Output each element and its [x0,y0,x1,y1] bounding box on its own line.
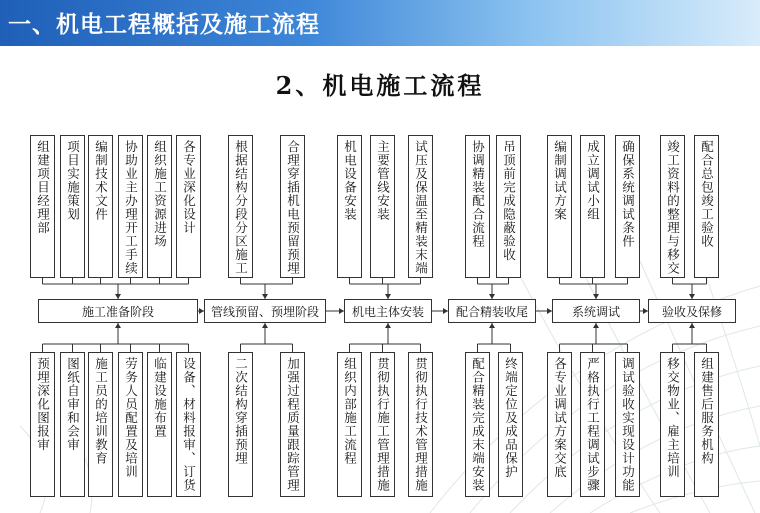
step-box [118,135,143,278]
step-box [88,352,113,497]
step-label: 组建售后服务机构 [699,357,715,465]
step-label: 二次结构穿插预埋 [233,357,249,465]
step-box [60,135,85,278]
step-label: 编制技术文件 [93,140,109,221]
step-label: 预埋深化图报审 [35,357,51,452]
step-box [660,352,685,497]
phase-box: 系统调试 [552,299,640,323]
step-label: 协助业主办理开工手续 [123,140,139,275]
section-title: 一、机电工程概括及施工流程 [8,12,320,38]
step-box [280,135,305,278]
step-box [408,352,433,497]
step-label: 根据结构分段分区施工 [233,140,249,275]
step-label: 吊顶前完成隐蔽验收 [501,140,517,262]
step-label: 移交物业、雇主培训 [665,357,681,479]
step-label: 贯彻执行技术管理措施 [413,357,429,492]
step-box [694,352,719,497]
step-label: 施工员的培训教育 [93,357,109,465]
step-label: 劳务人员配置及培训 [123,357,139,479]
step-label: 组织施工资源进场 [152,140,168,248]
step-label: 项目实施策划 [65,140,81,221]
phase-box: 施工准备阶段 [38,299,198,323]
step-label: 各专业调试方案交底 [552,357,568,479]
step-box [498,352,523,497]
step-box [547,135,572,278]
step-label: 组建项目经理部 [35,140,51,235]
step-box [176,135,201,278]
step-label: 协调精装配合流程 [470,140,486,248]
step-label: 合理穿插机电预留预埋 [285,140,301,275]
step-box [496,135,521,278]
step-box [228,352,253,497]
step-label: 编制调试方案 [552,140,568,221]
step-label: 设备、材料报审、订货 [181,357,197,492]
step-box [88,135,113,278]
step-label: 严格执行工程调试步骤 [585,357,601,492]
step-label: 加强过程质量跟踪管理 [285,357,301,492]
step-box [118,352,143,497]
step-box [547,352,572,497]
step-box [370,135,395,278]
step-label: 试压及保温至精装末端 [413,140,429,275]
step-box [228,135,253,278]
step-label: 竣工资料的整理与移交 [665,140,681,275]
step-box [580,352,605,497]
step-box [694,135,719,278]
step-label: 图纸自审和会审 [65,357,81,452]
step-box [615,135,640,278]
step-label: 临建设施布置 [152,357,168,438]
step-box [30,352,55,497]
step-label: 各专业深化设计 [181,140,197,235]
step-box [370,352,395,497]
step-box [176,352,201,497]
step-label: 确保系统调试条件 [620,140,636,248]
phase-box: 配合精装收尾 [448,299,536,323]
step-box [465,352,490,497]
step-label: 调试验收实现设计功能 [620,357,636,492]
step-box [615,352,640,497]
step-label: 配合精装完成末端安装 [470,357,486,492]
step-label: 配合总包竣工验收 [699,140,715,248]
step-label: 成立调试小组 [585,140,601,221]
step-box [337,135,362,278]
step-label: 终端定位及成品保护 [503,357,519,479]
step-box [660,135,685,278]
step-label: 贯彻执行施工管理措施 [375,357,391,492]
step-box [408,135,433,278]
step-box [280,352,305,497]
step-box [30,135,55,278]
diagram-title: 2、机电施工流程 [275,71,485,100]
step-box [147,352,172,497]
phase-box: 验收及保修 [648,299,736,323]
step-box [337,352,362,497]
step-box [60,352,85,497]
step-box [580,135,605,278]
phase-box: 机电主体安装 [344,299,432,323]
step-label: 主要管线安装 [375,140,391,221]
phase-box: 管线预留、预埋阶段 [204,299,326,323]
step-label: 机电设备安装 [342,140,358,221]
step-box [147,135,172,278]
step-label: 组织内部施工流程 [342,357,358,465]
step-box [465,135,490,278]
